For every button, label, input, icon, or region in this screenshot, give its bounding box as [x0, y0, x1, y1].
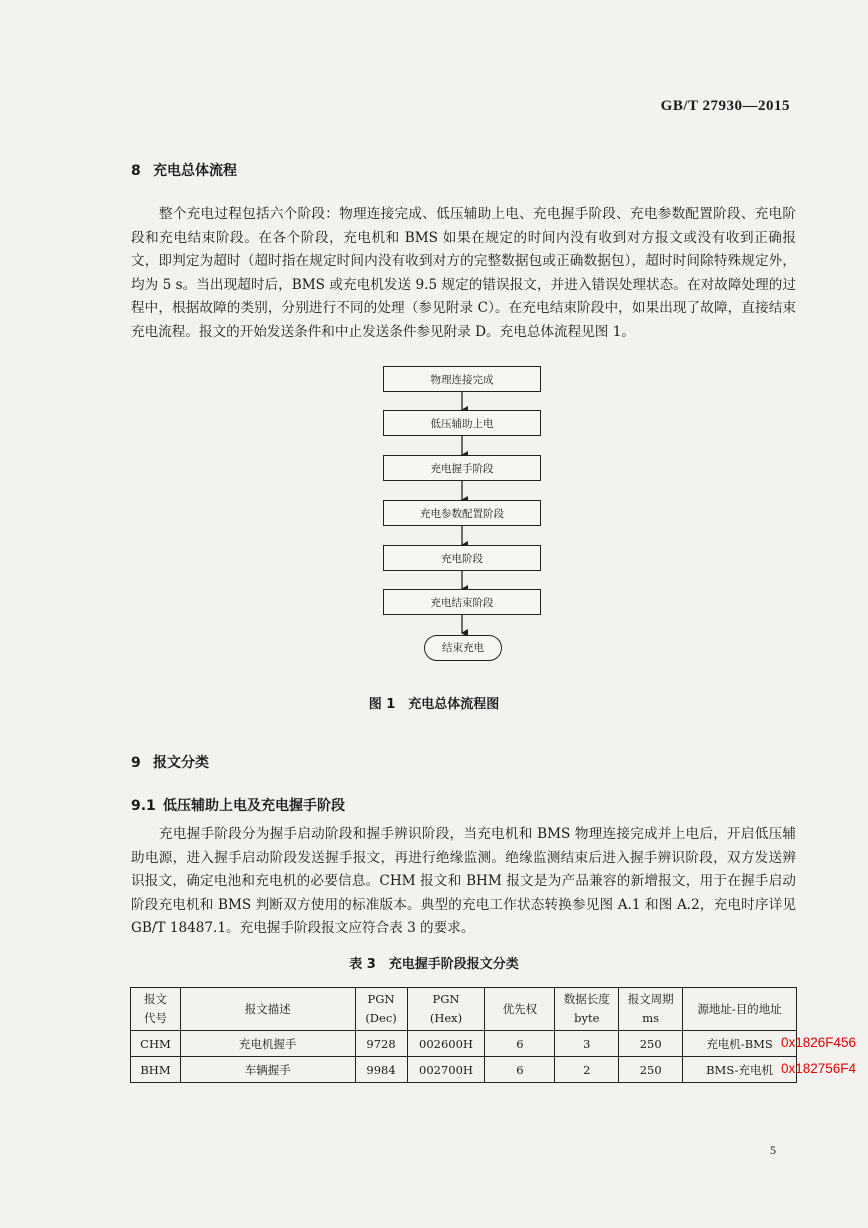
header-priority: 优先权 [485, 988, 555, 1031]
cell-priority: 6 [485, 1057, 555, 1083]
figure-1-caption: 图 1 充电总体流程图 [368, 697, 500, 712]
message-table [130, 987, 797, 1083]
cell-code: BHM [131, 1057, 181, 1083]
flow-step-handshake: 充电握手阶段 [383, 455, 541, 481]
table-3-caption: 表 3 充电握手阶段报文分类 [349, 957, 519, 972]
header-period: 报文周期 ms [619, 988, 683, 1031]
cell-period: 250 [619, 1057, 683, 1083]
section-8-title: 充电总体流程 [153, 163, 237, 179]
flow-step-low-voltage-power: 低压辅助上电 [383, 410, 541, 436]
header-code: 报文 代号 [131, 988, 181, 1031]
section-9-1-paragraph: 充电握手阶段分为握手启动阶段和握手辨识阶段，当充电机和 BMS 物理连接完成并上电后，开启低压辅助电源，进入握手启动阶段发送握手报文，再进行绝缘监测。绝缘监测结束后进入握手辨识阶段，双方发送辨识报文，确定电池和充电机的必要信息。CHM 报文和 BHM 报文是为产品兼容的新增报文，用于在握手启动阶段充电机和 BMS 判断双方使用的标准版本。典型的充电工作状态转换参见图 A.1 和图 A.2，充电时序详见 GB/T 18487.1。充电握手阶段报文应符合表 3 的要求。 [131, 826, 796, 936]
table-row [131, 1031, 797, 1057]
cell-period: 250 [619, 1031, 683, 1057]
cell-pgn-dec: 9728 [355, 1031, 407, 1057]
cell-data-length: 3 [555, 1031, 619, 1057]
cell-pgn-hex: 002700H [407, 1057, 485, 1083]
cell-pgn-hex: 002600H [407, 1031, 485, 1057]
section-9-1-number: 9.1 [131, 798, 156, 814]
flow-end-terminal: 结束充电 [424, 635, 502, 661]
page-number: 5 [770, 1143, 776, 1157]
section-9-number: 9 [131, 755, 141, 771]
header-pgn-dec: PGN (Dec) [355, 988, 407, 1031]
cell-description: 车辆握手 [180, 1057, 355, 1083]
flow-step-charging: 充电阶段 [383, 545, 541, 571]
cell-priority: 6 [485, 1031, 555, 1057]
header-address: 源地址-目的地址 [683, 988, 797, 1031]
section-8-number: 8 [131, 163, 141, 179]
cell-address: 充电机-BMS [683, 1031, 797, 1057]
section-9-heading [131, 752, 209, 772]
standard-code: GB/T 27930—2015 [660, 98, 790, 114]
flow-step-charging-end: 充电结束阶段 [383, 589, 541, 615]
section-9-1-heading [131, 795, 345, 815]
cell-data-length: 2 [555, 1057, 619, 1083]
section-9-title: 报文分类 [153, 755, 209, 771]
header-description: 报文描述 [180, 988, 355, 1031]
cell-address: BMS-充电机 [683, 1057, 797, 1083]
section-8-heading [131, 160, 237, 180]
cell-pgn-dec: 9984 [355, 1057, 407, 1083]
cell-description: 充电机握手 [180, 1031, 355, 1057]
section-9-1-title: 低压辅助上电及充电握手阶段 [163, 798, 345, 814]
table-header-row [131, 988, 797, 1031]
flow-step-parameter-config: 充电参数配置阶段 [383, 500, 541, 526]
flow-step-physical-connection: 物理连接完成 [383, 366, 541, 392]
section-8-paragraph: 整个充电过程包括六个阶段：物理连接完成、低压辅助上电、充电握手阶段、充电参数配置阶段、充电阶段和充电结束阶段。在各个阶段，充电机和 BMS 如果在规定的时间内没有收到对方报文或没有收到正确报文，即判定为超时（超时指在规定时间内没有收到对方的完整数据包或正确数据包），超时时间除特殊规定外，均为 5 s。当出现超时后，BMS 或充电机发送 9.5 规定的错误报文，并进入错误处理状态。在对故障处理的过程中，根据故障的类别，分别进行不同的处理（参见附录 C）。在充电结束阶段中，如果出现了故障，直接结束充电流程。报文的开始发送条件和中止发送条件参见附录 D。充电总体流程见图 1。 [131, 206, 796, 340]
can-id-annotation: 0x182756F4 [781, 1061, 857, 1076]
can-id-annotation: 0x1826F456 [781, 1035, 857, 1050]
header-data-length: 数据长度 byte [555, 988, 619, 1031]
cell-code: CHM [131, 1031, 181, 1057]
table-row [131, 1057, 797, 1083]
header-pgn-hex: PGN (Hex) [407, 988, 485, 1031]
